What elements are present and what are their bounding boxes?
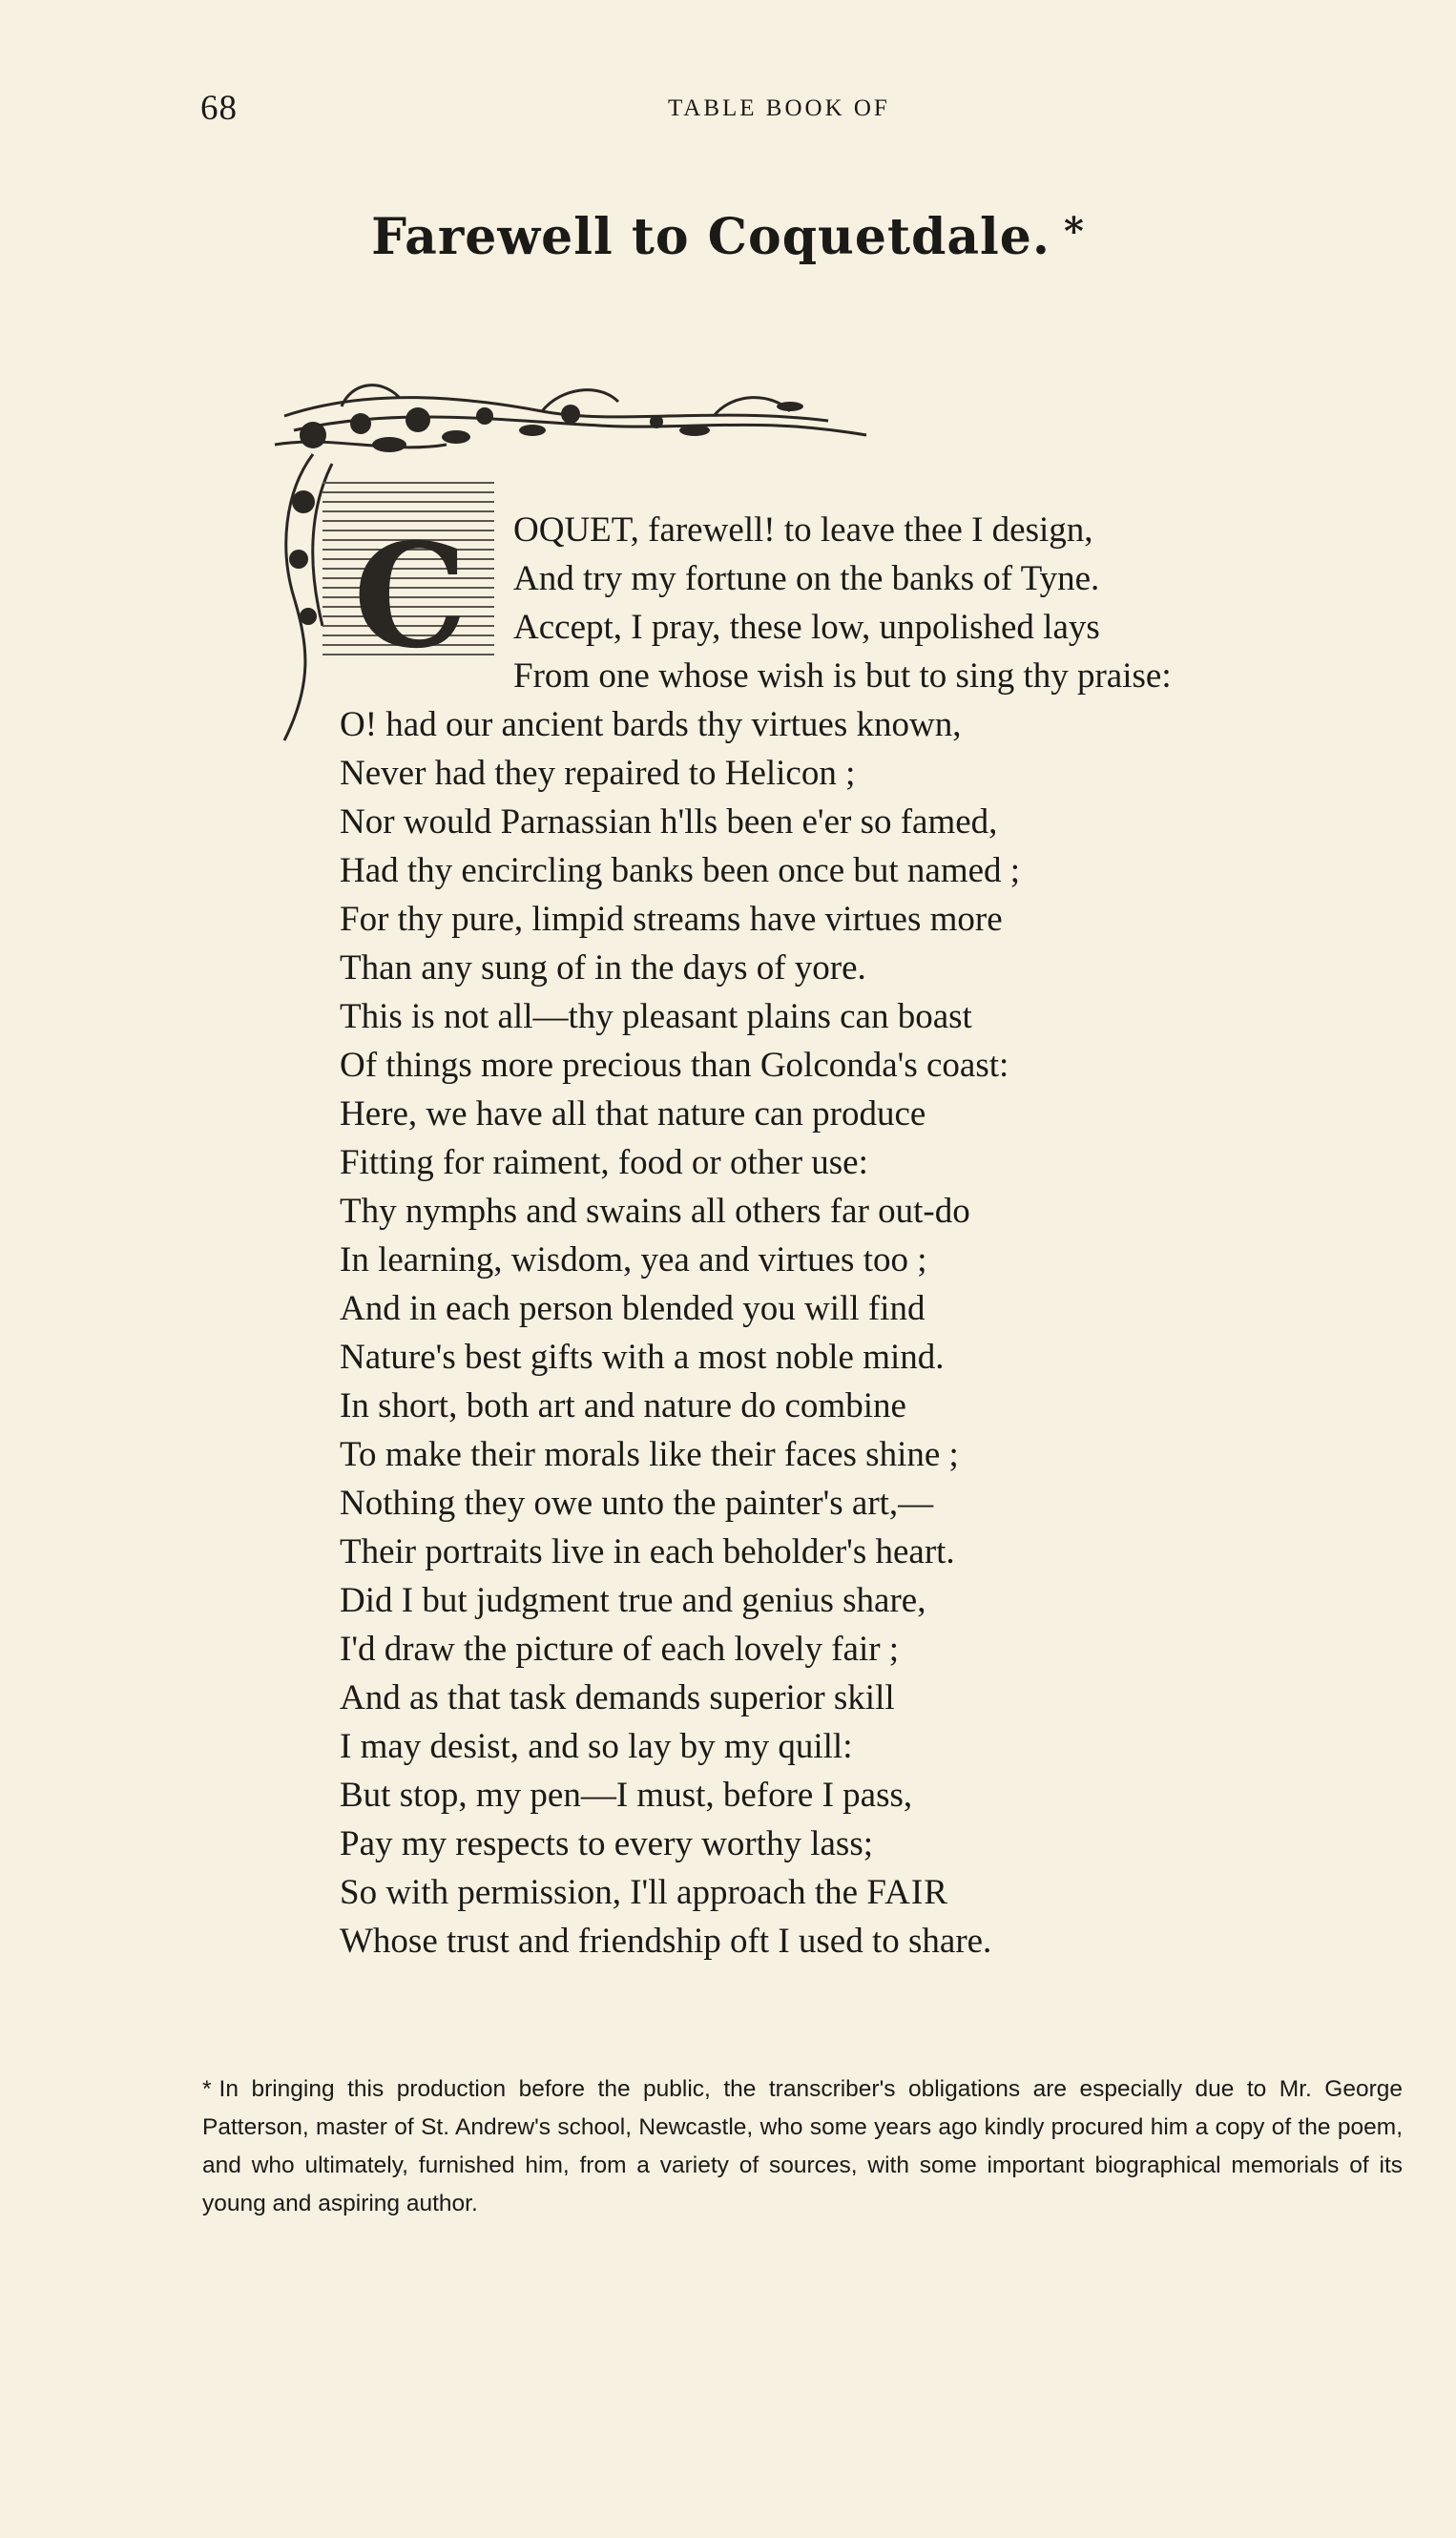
poem-line: Nature's best gifts with a most noble mind.	[340, 1338, 945, 1377]
poem-line: Than any sung of in the days of yore.	[340, 948, 866, 988]
poem-line: To make their morals like their faces shine ;	[340, 1435, 959, 1474]
poem-line: Pay my respects to every worthy lass;	[340, 1824, 873, 1863]
poem-line: For thy pure, limpid streams have virtues more	[340, 900, 1003, 939]
poem-line: And in each person blended you will find	[340, 1289, 926, 1328]
poem-line: Accept, I pray, these low, unpolished lays	[513, 608, 1100, 647]
poem-line: Nothing they owe unto the painter's art,—	[340, 1484, 934, 1523]
footnote-text: In bringing this production before the public, the transcriber's obligations are especially due to Mr. George Patterson, master of St. Andrew's school, Newcastle, who some years ago kindly procured him a copy of the poem, and who ultimately, furnished him, from a variety of sources, with some important biographical memorials of its young and aspiring author.	[202, 2076, 1403, 2216]
footnote	[202, 2070, 1403, 2223]
poem-line: I'd draw the picture of each lovely fair ;	[340, 1630, 900, 1669]
poem-line: Of things more precious than Golconda's coast:	[340, 1046, 1009, 1085]
poem-line: Nor would Parnassian h'lls been e'er so famed,	[340, 802, 998, 842]
poem-title-text: Farewell to Coquetdale.	[371, 208, 1050, 266]
footnote-reference-mark: *	[1063, 209, 1085, 254]
poem-line: And try my fortune on the banks of Tyne.	[513, 559, 1100, 598]
poem-line: Fitting for raiment, food or other use:	[340, 1143, 868, 1182]
poem-line: Thy nymphs and swains all others far out-do	[340, 1192, 970, 1231]
poem-line: Had thy encircling banks been once but named ;	[340, 851, 1021, 890]
footnote-mark: *	[202, 2076, 212, 2102]
page-number: 68	[200, 89, 238, 128]
poem-line: Whose trust and friendship oft I used to share.	[340, 1922, 992, 1961]
fair-small-caps: FAIR	[866, 1873, 948, 1912]
poem-line: And as that task demands superior skill	[340, 1678, 895, 1717]
poem-line: OQUET, farewell! to leave thee I design,	[513, 510, 1093, 550]
poem-title	[0, 208, 1456, 266]
poem-line: O! had our ancient bards thy virtues known,	[340, 705, 962, 744]
running-head	[200, 88, 1326, 135]
poem-line: In learning, wisdom, yea and virtues too ;	[340, 1240, 927, 1279]
poem-line: Never had they repaired to Helicon ;	[340, 754, 856, 793]
running-title: TABLE BOOK OF	[668, 95, 890, 121]
poem-line: This is not all—thy pleasant plains can boast	[340, 997, 972, 1036]
poem-line: I may desist, and so lay by my quill:	[340, 1727, 853, 1766]
poem-line: Their portraits live in each beholder's heart.	[340, 1532, 955, 1571]
poem-line: Did I but judgment true and genius share,	[340, 1581, 926, 1620]
poem-line: In short, both art and nature do combine	[340, 1386, 906, 1425]
poem-line	[340, 1868, 1351, 1917]
poem-line: Here, we have all that nature can produce	[340, 1094, 926, 1134]
poem-body	[340, 506, 1351, 1966]
poem-line-text: So with permission, I'll approach the	[340, 1873, 859, 1912]
poem-line: From one whose wish is but to sing thy praise:	[513, 656, 1172, 696]
poem-line: But stop, my pen—I must, before I pass,	[340, 1776, 913, 1815]
drop-cap-letter: C	[353, 512, 468, 680]
